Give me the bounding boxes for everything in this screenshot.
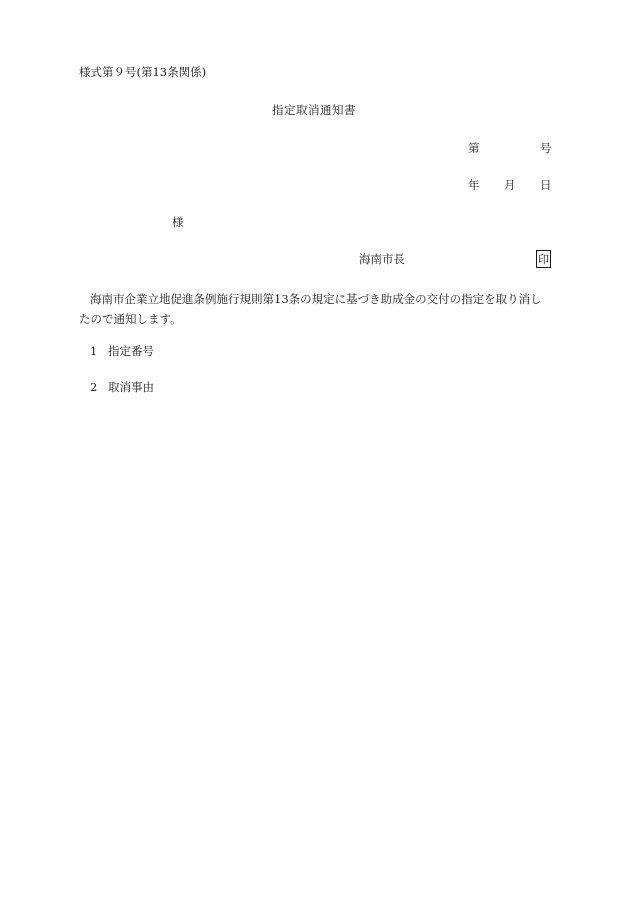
seal-mark: 印 [536,250,551,268]
document-title: 指定取消通知書 [272,103,356,117]
date-day-label: 日 [540,178,552,192]
sender-name: 海南市長 [359,252,405,266]
item-number: 1 [90,344,98,358]
date-month-label: 月 [504,178,516,192]
date-year-label: 年 [468,178,480,192]
item-number: 2 [90,380,98,394]
list-item [90,382,154,394]
form-number-label: 様式第９号(第13条関係) [79,65,207,79]
item-label: 指定番号 [108,344,154,358]
doc-number-prefix: 第 [468,141,480,155]
doc-number-suffix: 号 [540,141,552,155]
recipient-honorific: 様 [172,215,184,229]
notice-body: 海南市企業立地促進条例施行規則第13条の規定に基づき助成金の交付の指定を取り消したので通知します。 [79,292,542,326]
item-label: 取消事由 [108,380,154,394]
list-item [90,346,154,358]
